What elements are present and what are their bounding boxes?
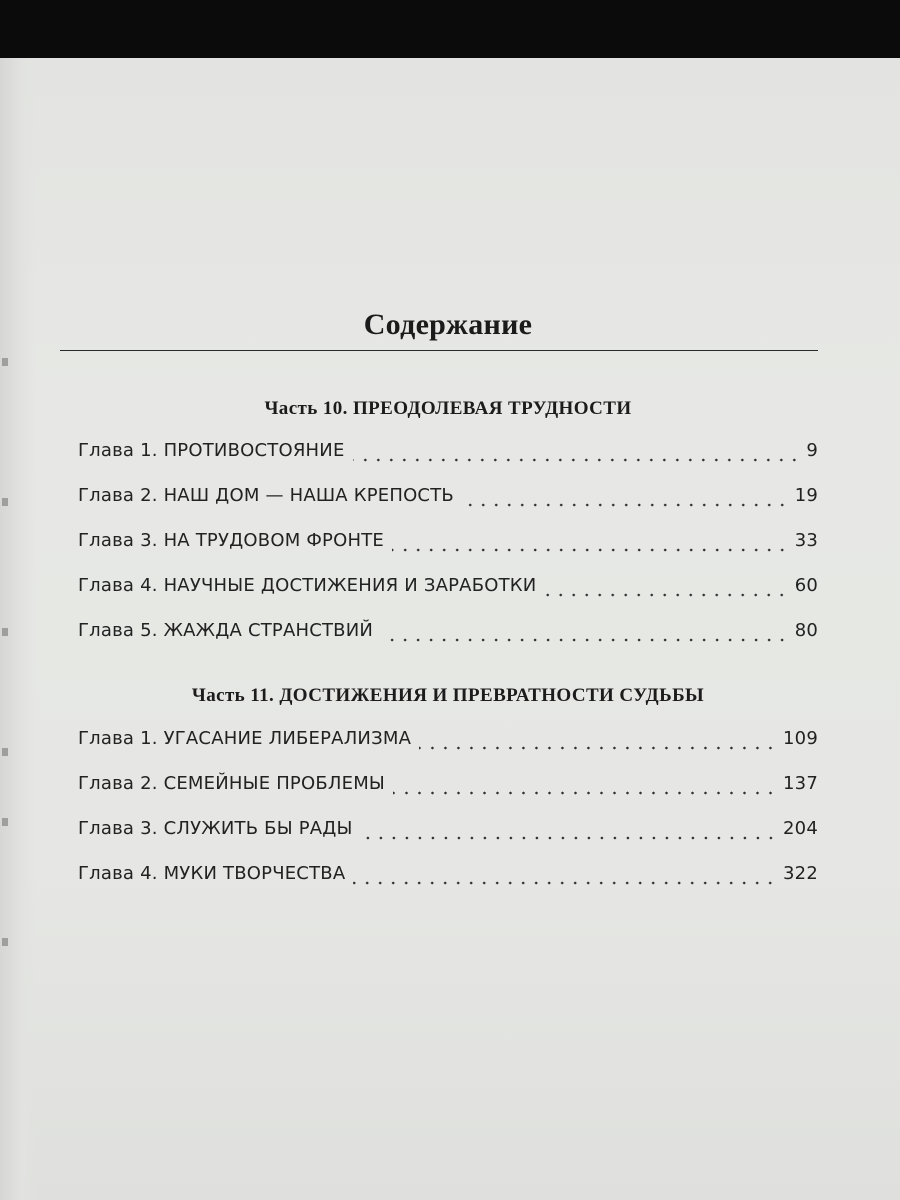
toc-entry[interactable]: [78, 863, 818, 893]
page-number: 322: [783, 863, 818, 884]
page-edge-mark: [2, 938, 8, 946]
chapter-title: Глава 3. НА ТРУДОВОМ ФРОНТЕ: [78, 530, 384, 551]
chapter-title: Глава 4. МУКИ ТВОРЧЕСТВА: [78, 863, 346, 884]
part-heading: Часть 11. ДОСТИЖЕНИЯ И ПРЕВРАТНОСТИ СУДЬБЫ: [191, 685, 705, 706]
dot-leader: [353, 458, 801, 462]
page-edge-mark: [2, 628, 8, 636]
dot-leader: [361, 836, 777, 840]
dot-leader: [462, 503, 789, 507]
page-edge-mark: [2, 748, 8, 756]
page-number: 19: [794, 485, 818, 506]
page-number: 80: [794, 620, 818, 641]
title-underline: [60, 350, 818, 351]
dot-leader: [393, 791, 777, 795]
dot-leader: [419, 746, 777, 750]
toc-entry[interactable]: [78, 620, 818, 650]
page-number: 33: [794, 530, 818, 551]
dot-leader: [353, 881, 777, 885]
chapter-title: Глава 1. ПРОТИВОСТОЯНИЕ: [78, 440, 345, 461]
page-edge-mark: [2, 498, 8, 506]
page-number: 109: [783, 728, 818, 749]
chapter-title: Глава 4. НАУЧНЫЕ ДОСТИЖЕНИЯ И ЗАРАБОТКИ: [78, 575, 537, 596]
chapter-title: Глава 2. НАШ ДОМ — НАША КРЕПОСТЬ: [78, 485, 454, 506]
part-heading: Часть 10. ПРЕОДОЛЕВАЯ ТРУДНОСТИ: [264, 398, 632, 419]
page-number: 9: [806, 440, 818, 461]
chapter-title: Глава 3. СЛУЖИТЬ БЫ РАДЫ: [78, 818, 353, 839]
toc-entry[interactable]: [78, 485, 818, 515]
page-edge-mark: [2, 818, 8, 826]
toc-entry[interactable]: [78, 728, 818, 758]
dot-leader: [544, 593, 788, 597]
toc-title: Содержание: [363, 308, 533, 341]
book-page: [0, 58, 900, 1200]
page-edge-mark: [2, 358, 8, 366]
toc-entry[interactable]: [78, 773, 818, 803]
chapter-title: Глава 1. УГАСАНИЕ ЛИБЕРАЛИЗМА: [78, 728, 412, 749]
toc-entry[interactable]: [78, 530, 818, 560]
chapter-title: Глава 5. ЖАЖДА СТРАНСТВИЙ: [78, 620, 374, 641]
toc-entry[interactable]: [78, 818, 818, 848]
toc-entry[interactable]: [78, 440, 818, 470]
page-number: 60: [794, 575, 818, 596]
page-number: 137: [783, 773, 818, 794]
toc-entry[interactable]: [78, 575, 818, 605]
dot-leader: [381, 638, 789, 642]
chapter-title: Глава 2. СЕМЕЙНЫЕ ПРОБЛЕМЫ: [78, 773, 386, 794]
page-number: 204: [783, 818, 818, 839]
dot-leader: [392, 548, 789, 552]
